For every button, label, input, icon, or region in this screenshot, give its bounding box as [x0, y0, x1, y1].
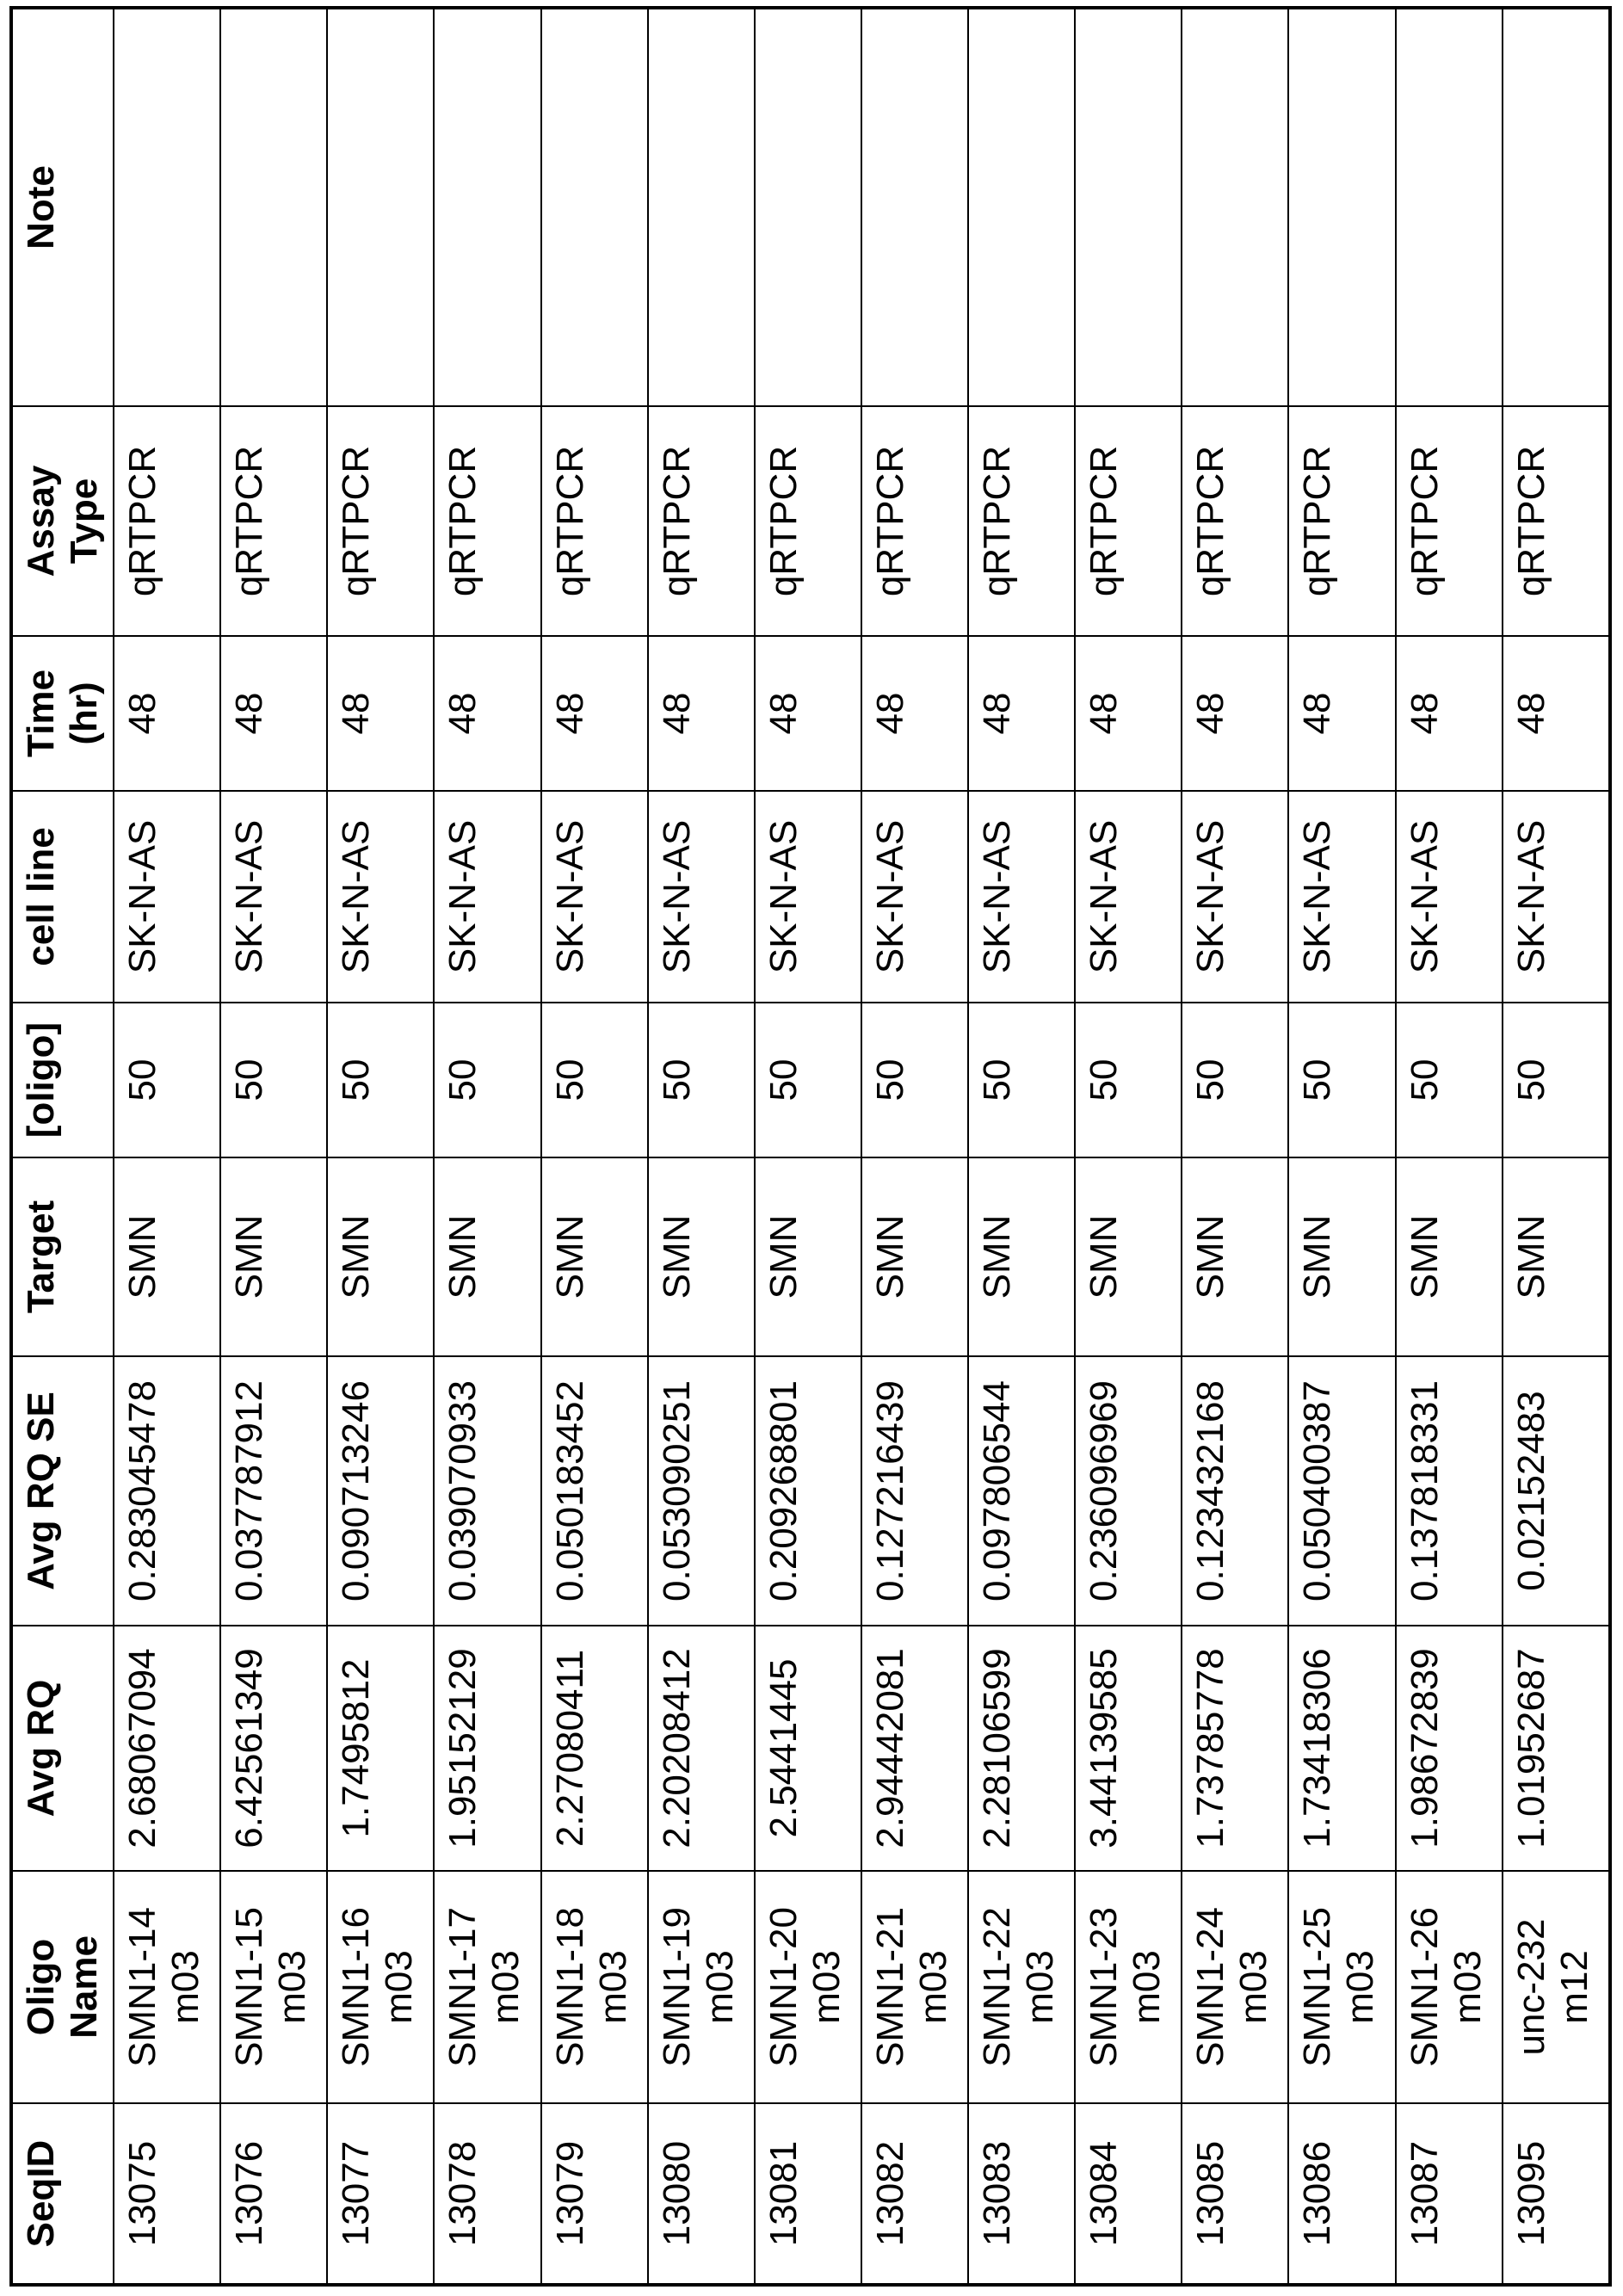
cell-note [755, 8, 861, 406]
cell-oligo-conc: 50 [1503, 1003, 1610, 1157]
cell-oligo-name: SMN1-21 m03 [861, 1871, 968, 2103]
cell-time: 48 [541, 636, 648, 791]
table-row [648, 8, 755, 2285]
cell-avg-rq-se: 0.137818331 [1396, 1356, 1503, 1626]
cell-time: 48 [861, 636, 968, 791]
cell-cell-line: SK-N-AS [327, 791, 434, 1003]
cell-target: SMN [1503, 1157, 1610, 1356]
cell-cell-line: SK-N-AS [541, 791, 648, 1003]
cell-avg-rq-se: 0.050400387 [1288, 1356, 1395, 1626]
cell-note [434, 8, 540, 406]
cell-avg-rq: 1.98672839 [1396, 1626, 1503, 1871]
cell-avg-rq: 3.44139585 [1075, 1626, 1182, 1871]
cell-note [1503, 8, 1610, 406]
results-table [9, 6, 1612, 2287]
cell-seqid: 13087 [1396, 2103, 1503, 2285]
cell-avg-rq-se: 0.209268801 [755, 1356, 861, 1626]
cell-cell-line: SK-N-AS [968, 791, 1075, 1003]
cell-oligo-conc: 50 [327, 1003, 434, 1157]
cell-oligo-conc: 50 [1288, 1003, 1395, 1157]
cell-avg-rq: 2.5441445 [755, 1626, 861, 1871]
cell-avg-rq-se: 0.090713246 [327, 1356, 434, 1626]
rotated-table-container [9, 9, 1612, 2287]
table-row [1075, 8, 1182, 2285]
header-avg-rq-se: Avg RQ SE [11, 1356, 114, 1626]
cell-oligo-name: SMN1-22 m03 [968, 1871, 1075, 2103]
cell-target: SMN [1182, 1157, 1288, 1356]
cell-seqid: 13075 [114, 2103, 220, 2285]
cell-target: SMN [755, 1157, 861, 1356]
cell-target: SMN [1288, 1157, 1395, 1356]
cell-note [1075, 8, 1182, 406]
cell-target: SMN [327, 1157, 434, 1356]
cell-oligo-conc: 50 [220, 1003, 327, 1157]
cell-seqid: 13077 [327, 2103, 434, 2285]
cell-seqid: 13082 [861, 2103, 968, 2285]
cell-avg-rq-se: 0.02152483 [1503, 1356, 1610, 1626]
table-row [1182, 8, 1288, 2285]
cell-oligo-conc: 50 [755, 1003, 861, 1157]
cell-time: 48 [434, 636, 540, 791]
cell-cell-line: SK-N-AS [434, 791, 540, 1003]
cell-target: SMN [541, 1157, 648, 1356]
cell-oligo-conc: 50 [541, 1003, 648, 1157]
cell-avg-rq: 1.73785778 [1182, 1626, 1288, 1871]
table-row [434, 8, 540, 2285]
cell-cell-line: SK-N-AS [1075, 791, 1182, 1003]
cell-cell-line: SK-N-AS [114, 791, 220, 1003]
header-row [11, 8, 114, 2285]
header-target: Target [11, 1157, 114, 1356]
cell-assay-type: qRTPCR [648, 406, 755, 636]
cell-time: 48 [1288, 636, 1395, 791]
cell-time: 48 [755, 636, 861, 791]
cell-avg-rq: 1.7495812 [327, 1626, 434, 1871]
cell-oligo-name: SMN1-18 m03 [541, 1871, 648, 2103]
cell-assay-type: qRTPCR [114, 406, 220, 636]
cell-note [220, 8, 327, 406]
table-row [1396, 8, 1503, 2285]
cell-target: SMN [1396, 1157, 1503, 1356]
table-row [541, 8, 648, 2285]
table-row [968, 8, 1075, 2285]
cell-avg-rq: 2.94442081 [861, 1626, 968, 1871]
cell-note [114, 8, 220, 406]
cell-avg-rq-se: 0.123432168 [1182, 1356, 1288, 1626]
header-assay-type: Assay Type [11, 406, 114, 636]
cell-avg-rq-se: 0.037787912 [220, 1356, 327, 1626]
cell-assay-type: qRTPCR [1182, 406, 1288, 636]
cell-avg-rq: 2.68067094 [114, 1626, 220, 1871]
cell-oligo-conc: 50 [648, 1003, 755, 1157]
cell-oligo-name: SMN1-23 m03 [1075, 1871, 1182, 2103]
cell-oligo-conc: 50 [861, 1003, 968, 1157]
cell-oligo-name: SMN1-20 m03 [755, 1871, 861, 2103]
cell-seqid: 13078 [434, 2103, 540, 2285]
cell-seqid: 13076 [220, 2103, 327, 2285]
cell-note [1288, 8, 1395, 406]
cell-avg-rq-se: 0.127216439 [861, 1356, 968, 1626]
cell-note [861, 8, 968, 406]
cell-oligo-name: SMN1-15 m03 [220, 1871, 327, 2103]
cell-oligo-name: SMN1-24 m03 [1182, 1871, 1288, 2103]
cell-assay-type: qRTPCR [968, 406, 1075, 636]
cell-avg-rq-se: 0.039070933 [434, 1356, 540, 1626]
cell-avg-rq: 6.42561349 [220, 1626, 327, 1871]
cell-oligo-name: SMN1-19 m03 [648, 1871, 755, 2103]
cell-oligo-name: SMN1-14 m03 [114, 1871, 220, 2103]
cell-target: SMN [220, 1157, 327, 1356]
cell-cell-line: SK-N-AS [648, 791, 755, 1003]
cell-assay-type: qRTPCR [755, 406, 861, 636]
cell-assay-type: qRTPCR [1503, 406, 1610, 636]
cell-seqid: 13084 [1075, 2103, 1182, 2285]
cell-time: 48 [220, 636, 327, 791]
cell-time: 48 [1503, 636, 1610, 791]
cell-assay-type: qRTPCR [434, 406, 540, 636]
cell-oligo-conc: 50 [114, 1003, 220, 1157]
cell-cell-line: SK-N-AS [1396, 791, 1503, 1003]
cell-time: 48 [968, 636, 1075, 791]
header-note: Note [11, 8, 114, 406]
header-oligo-conc: [oligo] [11, 1003, 114, 1157]
cell-oligo-conc: 50 [1182, 1003, 1288, 1157]
cell-avg-rq: 2.28106599 [968, 1626, 1075, 1871]
header-avg-rq: Avg RQ [11, 1626, 114, 1871]
cell-oligo-conc: 50 [434, 1003, 540, 1157]
cell-target: SMN [1075, 1157, 1182, 1356]
cell-oligo-name: SMN1-17 m03 [434, 1871, 540, 2103]
cell-target: SMN [861, 1157, 968, 1356]
table-row [220, 8, 327, 2285]
cell-note [648, 8, 755, 406]
cell-avg-rq-se: 0.050183452 [541, 1356, 648, 1626]
cell-target: SMN [114, 1157, 220, 1356]
cell-seqid: 13085 [1182, 2103, 1288, 2285]
cell-assay-type: qRTPCR [1075, 406, 1182, 636]
cell-time: 48 [114, 636, 220, 791]
cell-avg-rq-se: 0.053090251 [648, 1356, 755, 1626]
cell-cell-line: SK-N-AS [1288, 791, 1395, 1003]
cell-note [1396, 8, 1503, 406]
cell-cell-line: SK-N-AS [220, 791, 327, 1003]
cell-avg-rq-se: 0.236096969 [1075, 1356, 1182, 1626]
header-time: Time (hr) [11, 636, 114, 791]
table-row [1288, 8, 1395, 2285]
cell-target: SMN [648, 1157, 755, 1356]
cell-oligo-name: SMN1-26 m03 [1396, 1871, 1503, 2103]
cell-assay-type: qRTPCR [861, 406, 968, 636]
header-cell-line: cell line [11, 791, 114, 1003]
cell-seqid: 13081 [755, 2103, 861, 2285]
cell-assay-type: qRTPCR [1288, 406, 1395, 636]
cell-cell-line: SK-N-AS [1503, 791, 1610, 1003]
table-row [114, 8, 220, 2285]
cell-cell-line: SK-N-AS [755, 791, 861, 1003]
cell-avg-rq-se: 0.283045478 [114, 1356, 220, 1626]
header-seqid: SeqID [11, 2103, 114, 2285]
cell-seqid: 13083 [968, 2103, 1075, 2285]
cell-avg-rq-se: 0.097806544 [968, 1356, 1075, 1626]
cell-note [968, 8, 1075, 406]
cell-avg-rq: 1.95152129 [434, 1626, 540, 1871]
table-row [861, 8, 968, 2285]
cell-oligo-name: SMN1-16 m03 [327, 1871, 434, 2103]
cell-assay-type: qRTPCR [541, 406, 648, 636]
cell-assay-type: qRTPCR [327, 406, 434, 636]
cell-note [327, 8, 434, 406]
cell-oligo-name: SMN1-25 m03 [1288, 1871, 1395, 2103]
cell-avg-rq: 2.27080411 [541, 1626, 648, 1871]
cell-note [1182, 8, 1288, 406]
cell-seqid: 13095 [1503, 2103, 1610, 2285]
table-row [1503, 8, 1610, 2285]
cell-target: SMN [968, 1157, 1075, 1356]
cell-oligo-name: unc-232 m12 [1503, 1871, 1610, 2103]
cell-assay-type: qRTPCR [220, 406, 327, 636]
cell-cell-line: SK-N-AS [1182, 791, 1288, 1003]
cell-target: SMN [434, 1157, 540, 1356]
cell-seqid: 13086 [1288, 2103, 1395, 2285]
cell-oligo-conc: 50 [1075, 1003, 1182, 1157]
cell-oligo-conc: 50 [968, 1003, 1075, 1157]
cell-time: 48 [1075, 636, 1182, 791]
table-row [755, 8, 861, 2285]
cell-oligo-conc: 50 [1396, 1003, 1503, 1157]
cell-cell-line: SK-N-AS [861, 791, 968, 1003]
cell-avg-rq: 1.73418306 [1288, 1626, 1395, 1871]
cell-seqid: 13080 [648, 2103, 755, 2285]
cell-note [541, 8, 648, 406]
cell-time: 48 [1182, 636, 1288, 791]
cell-avg-rq: 1.01952687 [1503, 1626, 1610, 1871]
table-body [114, 8, 1610, 2285]
cell-time: 48 [1396, 636, 1503, 791]
cell-seqid: 13079 [541, 2103, 648, 2285]
table-row [327, 8, 434, 2285]
cell-assay-type: qRTPCR [1396, 406, 1503, 636]
cell-time: 48 [327, 636, 434, 791]
header-oligo-name: Oligo Name [11, 1871, 114, 2103]
cell-avg-rq: 2.20208412 [648, 1626, 755, 1871]
cell-time: 48 [648, 636, 755, 791]
